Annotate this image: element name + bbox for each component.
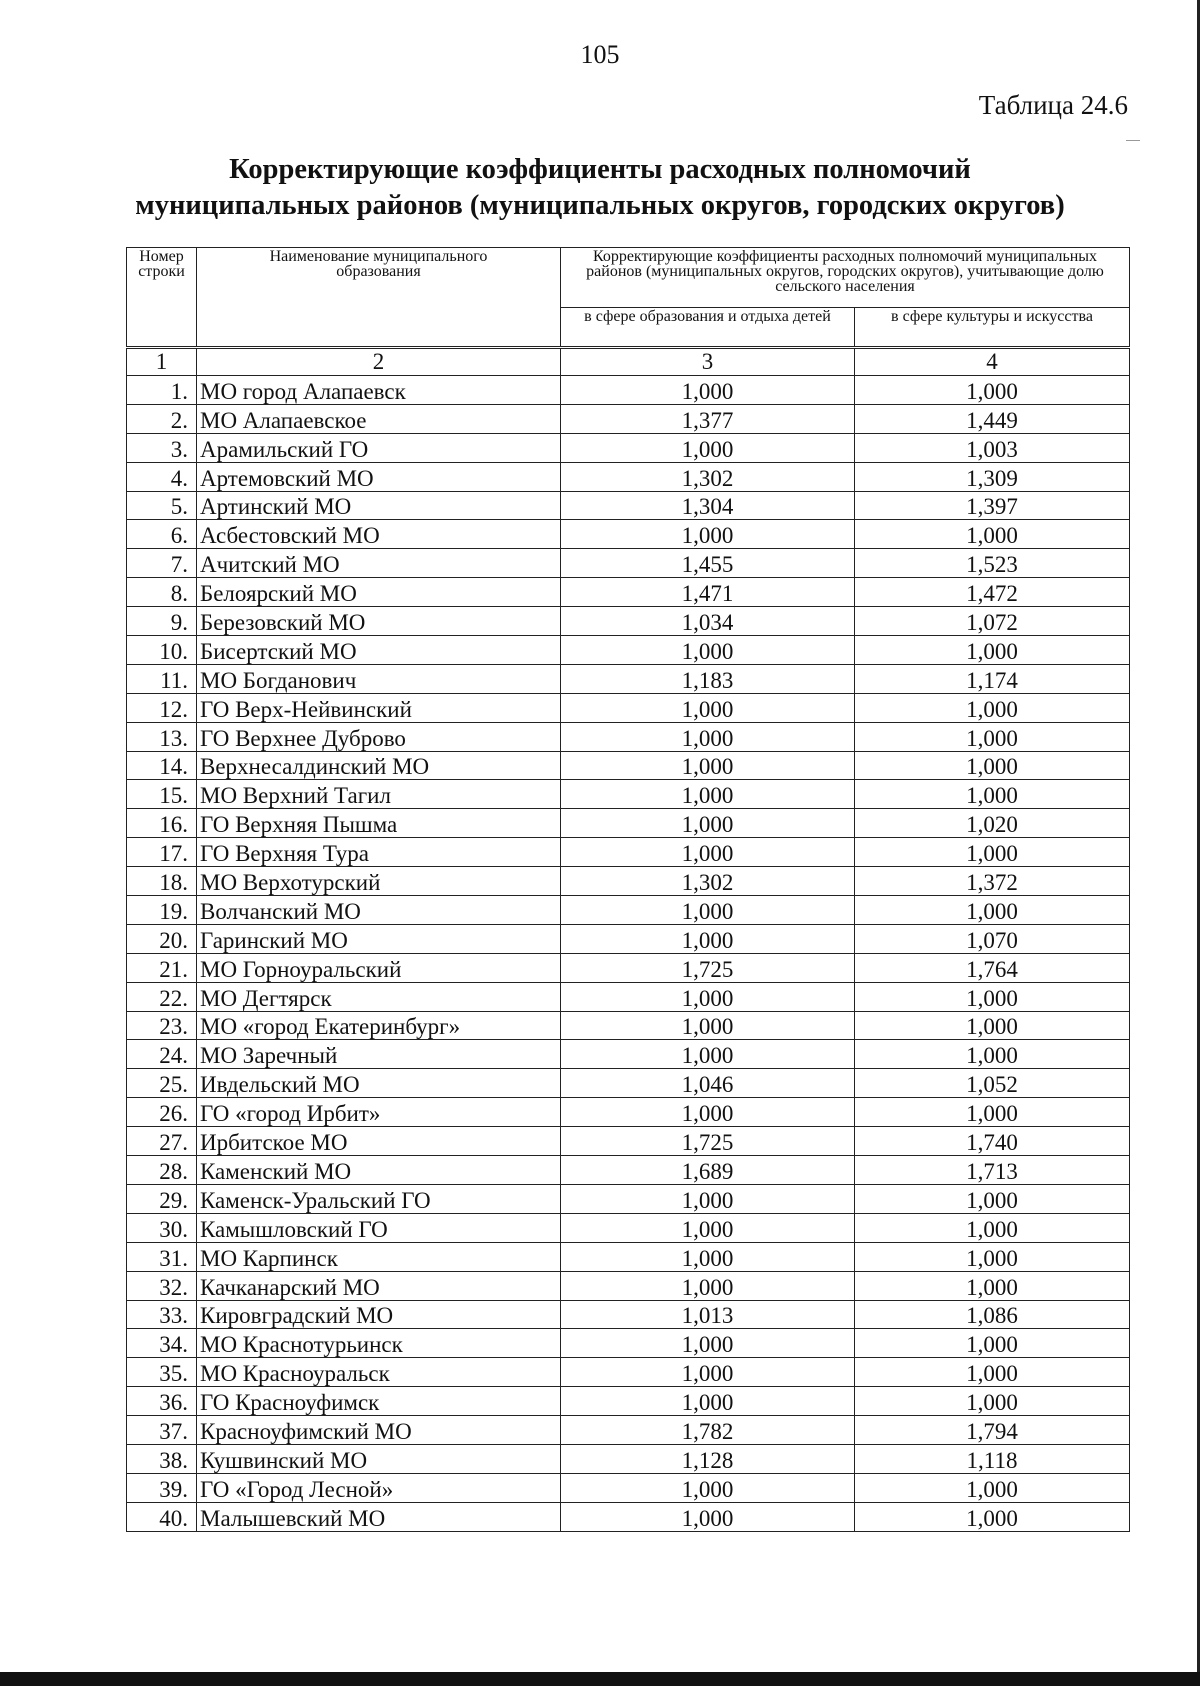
culture-coefficient-cell: 1,174 — [855, 664, 1130, 693]
municipality-name-cell: Ирбитское МО — [197, 1127, 561, 1156]
education-coefficient-cell: 1,302 — [561, 462, 855, 491]
row-number-cell: 26. — [127, 1098, 197, 1127]
municipality-name-cell: МО «город Екатеринбург» — [197, 1011, 561, 1040]
education-coefficient-cell: 1,471 — [561, 578, 855, 607]
municipality-name-cell: Красноуфимский МО — [197, 1416, 561, 1445]
education-coefficient-cell: 1,455 — [561, 549, 855, 578]
table-row — [127, 1156, 1130, 1185]
table-row — [127, 549, 1130, 578]
municipality-name-cell: Волчанский МО — [197, 896, 561, 925]
culture-coefficient-cell: 1,000 — [855, 1242, 1130, 1271]
culture-coefficient-cell: 1,000 — [855, 838, 1130, 867]
table-row — [127, 1416, 1130, 1445]
education-coefficient-cell: 1,128 — [561, 1444, 855, 1473]
culture-coefficient-cell: 1,794 — [855, 1416, 1130, 1445]
table-caption: Таблица 24.6 — [978, 90, 1128, 120]
municipality-name-cell: МО Богданович — [197, 664, 561, 693]
row-number-cell: 1. — [127, 376, 197, 405]
row-number-cell: 39. — [127, 1473, 197, 1502]
municipality-name-cell: Асбестовский МО — [197, 520, 561, 549]
culture-coefficient-cell: 1,000 — [855, 1329, 1130, 1358]
table-row — [127, 664, 1130, 693]
scan-bottom-border — [0, 1672, 1200, 1686]
culture-coefficient-cell: 1,713 — [855, 1156, 1130, 1185]
education-coefficient-cell: 1,725 — [561, 1127, 855, 1156]
table-row — [127, 896, 1130, 925]
education-coefficient-cell: 1,000 — [561, 809, 855, 838]
table-row — [127, 982, 1130, 1011]
culture-coefficient-cell: 1,000 — [855, 1502, 1130, 1531]
municipality-name-cell: Каменск-Уральский ГО — [197, 1184, 561, 1213]
education-coefficient-cell: 1,377 — [561, 404, 855, 433]
header-municipality-name: Наименование муниципального образования — [197, 248, 561, 348]
education-coefficient-cell: 1,000 — [561, 1473, 855, 1502]
row-number-cell: 13. — [127, 722, 197, 751]
municipality-name-cell: МО Горноуральский — [197, 953, 561, 982]
row-number-cell: 40. — [127, 1502, 197, 1531]
culture-coefficient-cell: 1,000 — [855, 520, 1130, 549]
education-coefficient-cell: 1,000 — [561, 924, 855, 953]
column-number-4: 4 — [855, 348, 1130, 376]
education-coefficient-cell: 1,000 — [561, 1358, 855, 1387]
education-coefficient-cell: 1,302 — [561, 867, 855, 896]
education-coefficient-cell: 1,000 — [561, 1184, 855, 1213]
row-number-cell: 10. — [127, 636, 197, 665]
education-coefficient-cell: 1,000 — [561, 838, 855, 867]
culture-coefficient-cell: 1,000 — [855, 1473, 1130, 1502]
row-number-cell: 32. — [127, 1271, 197, 1300]
column-number-2: 2 — [197, 348, 561, 376]
row-number-cell: 12. — [127, 693, 197, 722]
table-row — [127, 433, 1130, 462]
municipality-name-cell: Березовский МО — [197, 607, 561, 636]
education-coefficient-cell: 1,013 — [561, 1300, 855, 1329]
education-coefficient-cell: 1,034 — [561, 607, 855, 636]
municipality-name-cell: ГО «Город Лесной» — [197, 1473, 561, 1502]
municipality-name-cell: МО Дегтярск — [197, 982, 561, 1011]
row-number-cell: 18. — [127, 867, 197, 896]
table-row — [127, 1387, 1130, 1416]
municipality-name-cell: Арамильский ГО — [197, 433, 561, 462]
row-number-cell: 22. — [127, 982, 197, 1011]
municipality-name-cell: Гаринский МО — [197, 924, 561, 953]
row-number-cell: 7. — [127, 549, 197, 578]
table-row — [127, 838, 1130, 867]
culture-coefficient-cell: 1,003 — [855, 433, 1130, 462]
culture-coefficient-cell: 1,397 — [855, 491, 1130, 520]
column-number-row — [127, 348, 1130, 376]
title-line-2: муниципальных районов (муниципальных округов, городских округов) — [135, 190, 1065, 221]
table-row — [127, 636, 1130, 665]
row-number-cell: 11. — [127, 664, 197, 693]
row-number-cell: 4. — [127, 462, 197, 491]
row-number-cell: 6. — [127, 520, 197, 549]
row-number-cell: 17. — [127, 838, 197, 867]
culture-coefficient-cell: 1,000 — [855, 780, 1130, 809]
municipality-name-cell: ГО Верхнее Дуброво — [197, 722, 561, 751]
education-coefficient-cell: 1,000 — [561, 896, 855, 925]
culture-coefficient-cell: 1,000 — [855, 1358, 1130, 1387]
education-coefficient-cell: 1,000 — [561, 1242, 855, 1271]
culture-coefficient-cell: 1,052 — [855, 1069, 1130, 1098]
culture-coefficient-cell: 1,372 — [855, 867, 1130, 896]
row-number-cell: 2. — [127, 404, 197, 433]
municipality-name-cell: Ачитский МО — [197, 549, 561, 578]
municipality-name-cell: ГО «город Ирбит» — [197, 1098, 561, 1127]
culture-coefficient-cell: 1,000 — [855, 1271, 1130, 1300]
municipality-name-cell: МО Карпинск — [197, 1242, 561, 1271]
municipality-name-cell: Ивдельский МО — [197, 1069, 561, 1098]
row-number-cell: 8. — [127, 578, 197, 607]
table-row — [127, 1502, 1130, 1531]
culture-coefficient-cell: 1,764 — [855, 953, 1130, 982]
table-row — [127, 693, 1130, 722]
scan-mark — [1126, 140, 1140, 141]
municipality-name-cell: ГО Верх-Нейвинский — [197, 693, 561, 722]
table-row — [127, 751, 1130, 780]
culture-coefficient-cell: 1,072 — [855, 607, 1130, 636]
municipality-name-cell: МО Верхний Тагил — [197, 780, 561, 809]
municipality-name-cell: Верхнесалдинский МО — [197, 751, 561, 780]
culture-coefficient-cell: 1,000 — [855, 1040, 1130, 1069]
table-body — [127, 376, 1130, 1532]
education-coefficient-cell: 1,782 — [561, 1416, 855, 1445]
table-row — [127, 1127, 1130, 1156]
municipality-name-cell: Белоярский МО — [197, 578, 561, 607]
row-number-cell: 20. — [127, 924, 197, 953]
row-number-cell: 30. — [127, 1213, 197, 1242]
row-number-cell: 27. — [127, 1127, 197, 1156]
education-coefficient-cell: 1,000 — [561, 1011, 855, 1040]
row-number-cell: 25. — [127, 1069, 197, 1098]
education-coefficient-cell: 1,000 — [561, 433, 855, 462]
education-coefficient-cell: 1,000 — [561, 1098, 855, 1127]
municipality-name-cell: Камышловский ГО — [197, 1213, 561, 1242]
table-row — [127, 376, 1130, 405]
education-coefficient-cell: 1,689 — [561, 1156, 855, 1185]
row-number-cell: 33. — [127, 1300, 197, 1329]
table-row — [127, 1473, 1130, 1502]
row-number-cell: 38. — [127, 1444, 197, 1473]
culture-coefficient-cell: 1,740 — [855, 1127, 1130, 1156]
municipality-name-cell: МО Алапаевское — [197, 404, 561, 433]
table-row — [127, 953, 1130, 982]
document-title — [60, 152, 1140, 224]
page-number: 105 — [580, 40, 620, 69]
header-row-number: Номер строки — [127, 248, 197, 348]
education-coefficient-cell: 1,046 — [561, 1069, 855, 1098]
culture-coefficient-cell: 1,118 — [855, 1444, 1130, 1473]
municipality-name-cell: Кушвинский МО — [197, 1444, 561, 1473]
table-row — [127, 722, 1130, 751]
culture-coefficient-cell: 1,000 — [855, 982, 1130, 1011]
table-row — [127, 462, 1130, 491]
education-coefficient-cell: 1,000 — [561, 636, 855, 665]
education-coefficient-cell: 1,000 — [561, 1040, 855, 1069]
table-row — [127, 1011, 1130, 1040]
culture-coefficient-cell: 1,000 — [855, 751, 1130, 780]
row-number-cell: 37. — [127, 1416, 197, 1445]
row-number-cell: 36. — [127, 1387, 197, 1416]
table-row — [127, 780, 1130, 809]
municipality-name-cell: ГО Красноуфимск — [197, 1387, 561, 1416]
table-row — [127, 491, 1130, 520]
row-number-cell: 23. — [127, 1011, 197, 1040]
culture-coefficient-cell: 1,449 — [855, 404, 1130, 433]
culture-coefficient-cell: 1,523 — [855, 549, 1130, 578]
table-row — [127, 1184, 1130, 1213]
education-coefficient-cell: 1,000 — [561, 1213, 855, 1242]
culture-coefficient-cell: 1,472 — [855, 578, 1130, 607]
table-row — [127, 1069, 1130, 1098]
municipality-name-cell: МО Верхотурский — [197, 867, 561, 896]
row-number-cell: 34. — [127, 1329, 197, 1358]
coefficients-table — [126, 247, 1130, 1532]
municipality-name-cell: МО Краснотурьинск — [197, 1329, 561, 1358]
table-row — [127, 1242, 1130, 1271]
culture-coefficient-cell: 1,000 — [855, 896, 1130, 925]
education-coefficient-cell: 1,000 — [561, 780, 855, 809]
table-row — [127, 867, 1130, 896]
culture-coefficient-cell: 1,000 — [855, 1213, 1130, 1242]
municipality-name-cell: Бисертский МО — [197, 636, 561, 665]
row-number-cell: 14. — [127, 751, 197, 780]
row-number-cell: 16. — [127, 809, 197, 838]
culture-coefficient-cell: 1,309 — [855, 462, 1130, 491]
municipality-name-cell: Кировградский МО — [197, 1300, 561, 1329]
education-coefficient-cell: 1,000 — [561, 376, 855, 405]
row-number-cell: 9. — [127, 607, 197, 636]
table-row — [127, 1444, 1130, 1473]
municipality-name-cell: Артинский МО — [197, 491, 561, 520]
row-number-cell: 3. — [127, 433, 197, 462]
municipality-name-cell: Артемовский МО — [197, 462, 561, 491]
education-coefficient-cell: 1,000 — [561, 722, 855, 751]
education-coefficient-cell: 1,183 — [561, 664, 855, 693]
culture-coefficient-cell: 1,000 — [855, 1184, 1130, 1213]
row-number-cell: 24. — [127, 1040, 197, 1069]
culture-coefficient-cell: 1,000 — [855, 636, 1130, 665]
table-row — [127, 404, 1130, 433]
municipality-name-cell: ГО Верхняя Пышма — [197, 809, 561, 838]
row-number-cell: 28. — [127, 1156, 197, 1185]
table-row — [127, 578, 1130, 607]
header-education: в сфере образования и отдыха детей — [561, 308, 855, 348]
education-coefficient-cell: 1,000 — [561, 982, 855, 1011]
municipality-name-cell: МО город Алапаевск — [197, 376, 561, 405]
education-coefficient-cell: 1,304 — [561, 491, 855, 520]
education-coefficient-cell: 1,000 — [561, 751, 855, 780]
education-coefficient-cell: 1,000 — [561, 520, 855, 549]
table-row — [127, 1300, 1130, 1329]
header-coefficients-group: Корректирующие коэффициенты расходных полномочий муниципальных районов (муниципальных округов, городских округов), учитывающие долю сельского населения — [561, 248, 1130, 308]
municipality-name-cell: Качканарский МО — [197, 1271, 561, 1300]
row-number-cell: 35. — [127, 1358, 197, 1387]
row-number-cell: 21. — [127, 953, 197, 982]
municipality-name-cell: МО Заречный — [197, 1040, 561, 1069]
education-coefficient-cell: 1,000 — [561, 693, 855, 722]
culture-coefficient-cell: 1,000 — [855, 1098, 1130, 1127]
education-coefficient-cell: 1,000 — [561, 1387, 855, 1416]
title-line-1: Корректирующие коэффициенты расходных полномочий — [229, 154, 971, 185]
culture-coefficient-cell: 1,000 — [855, 722, 1130, 751]
row-number-cell: 31. — [127, 1242, 197, 1271]
culture-coefficient-cell: 1,086 — [855, 1300, 1130, 1329]
culture-coefficient-cell: 1,020 — [855, 809, 1130, 838]
municipality-name-cell: ГО Верхняя Тура — [197, 838, 561, 867]
culture-coefficient-cell: 1,000 — [855, 1011, 1130, 1040]
table-row — [127, 520, 1130, 549]
table-row — [127, 809, 1130, 838]
municipality-name-cell: Каменский МО — [197, 1156, 561, 1185]
column-number-1: 1 — [127, 348, 197, 376]
culture-coefficient-cell: 1,070 — [855, 924, 1130, 953]
table-row — [127, 1329, 1130, 1358]
row-number-cell: 15. — [127, 780, 197, 809]
table-row — [127, 607, 1130, 636]
education-coefficient-cell: 1,000 — [561, 1271, 855, 1300]
culture-coefficient-cell: 1,000 — [855, 693, 1130, 722]
education-coefficient-cell: 1,725 — [561, 953, 855, 982]
municipality-name-cell: Малышевский МО — [197, 1502, 561, 1531]
table-row — [127, 1098, 1130, 1127]
column-number-3: 3 — [561, 348, 855, 376]
header-culture: в сфере культуры и искусства — [855, 308, 1130, 348]
row-number-cell: 29. — [127, 1184, 197, 1213]
education-coefficient-cell: 1,000 — [561, 1502, 855, 1531]
table-row — [127, 1213, 1130, 1242]
education-coefficient-cell: 1,000 — [561, 1329, 855, 1358]
table-row — [127, 1271, 1130, 1300]
table-row — [127, 1358, 1130, 1387]
row-number-cell: 19. — [127, 896, 197, 925]
culture-coefficient-cell: 1,000 — [855, 376, 1130, 405]
row-number-cell: 5. — [127, 491, 197, 520]
municipality-name-cell: МО Красноуральск — [197, 1358, 561, 1387]
table-row — [127, 1040, 1130, 1069]
culture-coefficient-cell: 1,000 — [855, 1387, 1130, 1416]
table-row — [127, 924, 1130, 953]
